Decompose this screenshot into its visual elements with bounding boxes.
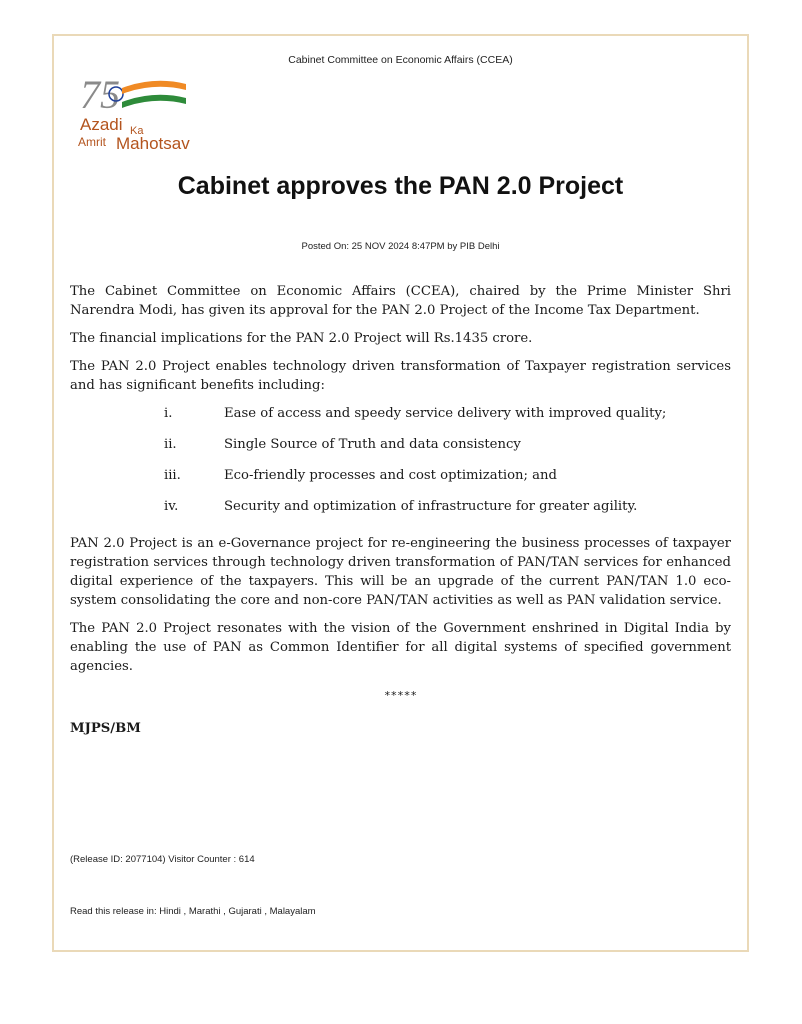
committee-header: Cabinet Committee on Economic Affairs (CCEA) (288, 54, 513, 66)
list-item-number: ii. (164, 437, 177, 452)
posted-on: Posted On: 25 NOV 2024 8:47PM by PIB Delhi (301, 241, 500, 252)
list-item-number: iii. (164, 468, 181, 483)
list-item (70, 466, 731, 497)
language-link-gujarati[interactable]: Gujarati (228, 906, 262, 917)
language-link-marathi[interactable]: Marathi (188, 906, 221, 917)
list-item-number: i. (164, 406, 173, 421)
flag-saffron-stripe (122, 81, 186, 94)
list-item-text: Single Source of Truth and data consistency (224, 437, 521, 452)
flag-green-stripe (122, 95, 186, 108)
paragraph-approval: The Cabinet Committee on Economic Affairs (CCEA), chaired by the Prime Minister Shri Narendra Modi, has given its approval for the PAN 2.0 Project of the Income Tax Department. (70, 284, 731, 318)
language-link-hindi[interactable]: Hindi (159, 906, 181, 917)
azadi-ka-amrit-mahotsav-logo (74, 68, 224, 152)
release-title: Cabinet approves the PAN 2.0 Project (177, 172, 624, 200)
press-release-document (52, 34, 749, 952)
logo-line1-small: Ka (130, 125, 144, 137)
list-item-number: iv. (164, 499, 179, 514)
list-item-text: Eco-friendly processes and cost optimization; and (224, 468, 557, 483)
list-item-text: Ease of access and speedy service delivery with improved quality; (224, 406, 667, 421)
release-id: (Release ID: 2077104) Visitor Counter : 614 (70, 854, 255, 865)
paragraph-financial: The financial implications for the PAN 2.0 Project will Rs.1435 crore. (70, 331, 533, 346)
logo-line1: Azadi (80, 115, 123, 134)
logo-numeral: 75 (80, 72, 120, 117)
paragraph-egovernance: PAN 2.0 Project is an e-Governance project for re-engineering the business processes of taxpayer registration services through technology driven transformation of PAN/TAN services for enhanced digital experience of the taxpayers. This will be an upgrade of the current PAN/TAN 1.0 eco-system consolidating the core and non-core PAN/TAN activities as well as PAN validation service. (70, 536, 731, 608)
list-item-text: Security and optimization of infrastructure for greater agility. (224, 499, 638, 514)
paragraph-benefits-intro: The PAN 2.0 Project enables technology driven transformation of Taxpayer registration services and has significant benefits including: (70, 359, 731, 393)
benefits-list (70, 404, 731, 528)
paragraph-digital-india: The PAN 2.0 Project resonates with the vision of the Government enshrined in Digital India by enabling the use of PAN as Common Identifier for all digital systems of specified government agencies. (70, 621, 731, 674)
read-in-label: Read this release in: (70, 906, 160, 917)
release-body (70, 282, 731, 738)
list-item (70, 404, 731, 435)
list-item (70, 497, 731, 528)
list-item (70, 435, 731, 466)
logo-line2-small: Amrit (78, 135, 106, 149)
read-in-languages: Read this release in: Hindi , Marathi , Gujarati , Malayalam (70, 906, 316, 917)
signoff: MJPS/BM (70, 721, 141, 736)
logo-line2: Mahotsav (116, 134, 190, 152)
separator: ***** (383, 689, 418, 702)
language-link-malayalam[interactable]: Malayalam (269, 906, 316, 917)
